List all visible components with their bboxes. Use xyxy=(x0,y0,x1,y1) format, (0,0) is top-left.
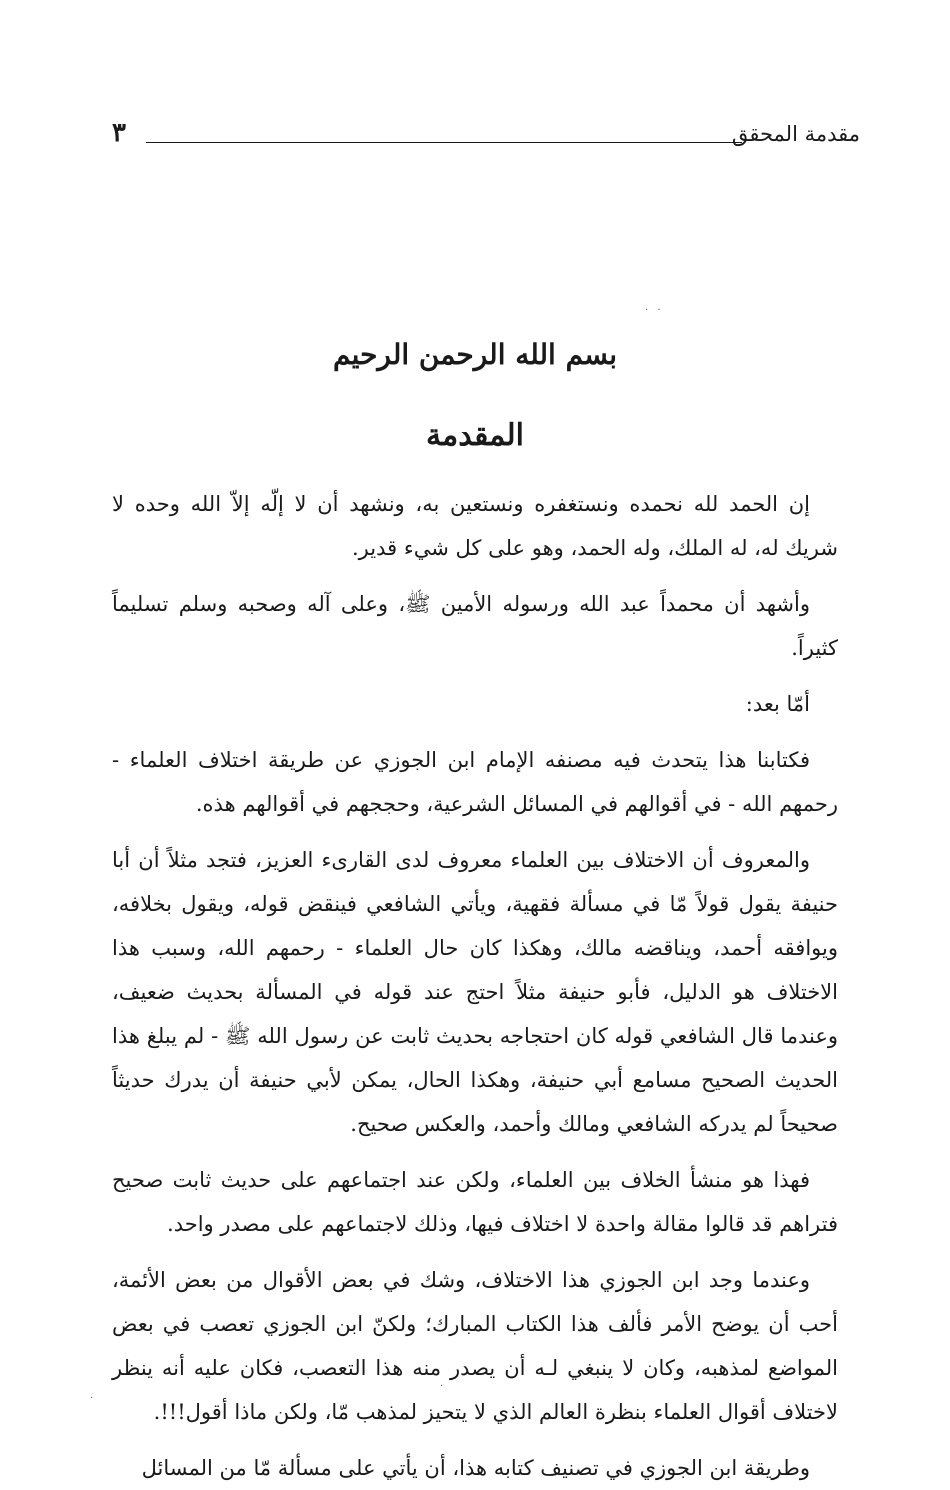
paragraph: أمّا بعد: xyxy=(745,692,810,716)
running-header xyxy=(112,118,860,158)
print-speck: . xyxy=(90,1390,97,1401)
page-number: ٣ xyxy=(112,118,126,148)
print-speck: . . xyxy=(645,302,664,313)
paragraph: فكتابنا هذا يتحدث فيه مصنفه الإمام ابن الجوزي عن طريقة اختلاف العلماء - رحمهم الله - في أقوالهم في المسائل الشرعية، وحججهم في أقوالهم هذه. xyxy=(112,748,838,816)
paragraph: فهذا هو منشأ الخلاف بين العلماء، ولكن عند اجتماعهم على حديث ثابت صحيح فتراهم قد قالوا مقالة واحدة لا اختلاف فيها، وذلك لاجتماعهم على مصدر واحد. xyxy=(112,1168,838,1236)
paragraph: وطريقة ابن الجوزي في تصنيف كتابه هذا، أن يأتي على مسألة مّا من المسائل xyxy=(141,1456,810,1480)
header-rule xyxy=(146,142,742,143)
body-text xyxy=(112,482,838,1490)
print-speck: . xyxy=(440,1378,447,1389)
paragraph: وأشهد أن محمداً عبد الله ورسوله الأمين ﷺ، وعلى آله وصحبه وسلم تسليماً كثيراً. xyxy=(112,592,838,660)
paragraph: وعندما وجد ابن الجوزي هذا الاختلاف، وشك في بعض الأقوال من بعض الأئمة، أحب أن يوضح الأمر فألف هذا الكتاب المبارك؛ ولكنّ ابن الجوزي تعصب في بعض المواضع لمذهبه، وكان لا ينبغي لـه أن يصدر منه هذا التعصب، فكان عليه أنه ينظر لاختلاف أقوال العلماء بنظرة العالم الذي لا يتحيز لمذهب مّا، ولكن ماذا أقول!!!. xyxy=(112,1268,838,1424)
header-title: مقدمة المحقق xyxy=(731,122,860,146)
section-title: المقدمة xyxy=(426,418,524,453)
basmala-heading: بسم الله الرحمن الرحيم xyxy=(333,338,617,371)
paragraph: والمعروف أن الاختلاف بين العلماء معروف لدى القارىء العزيز، فتجد مثلاً أن أبا حنيفة يقول قولاً مّا في مسألة فقهية، ويأتي الشافعي فينقض قوله، ويقول بخلافه، ويوافقه أحمد، ويناقضه مالك، وهكذا كان حال العلماء - رحمهم الله، وسبب هذا الاختلاف هو الدليل، فأبو حنيفة مثلاً احتج عند قوله في المسألة بحديث ضعيف، وعندما قال الشافعي قوله كان احتجاجه بحديث ثابت عن رسول الله ﷺ - لم يبلغ هذا الحديث الصحيح مسامع أبي حنيفة، وهكذا الحال، يمكن لأبي حنيفة أن يدرك حديثاً صحيحاً لم يدركه الشافعي ومالك وأحمد، والعكس صحيح. xyxy=(112,848,838,1136)
paragraph: إن الحمد لله نحمده ونستغفره ونستعين به، ونشهد أن لا إلّه إلاّ الله وحده لا شريك له، له الملك، وله الحمد، وهو على كل شيء قدير. xyxy=(112,492,838,560)
